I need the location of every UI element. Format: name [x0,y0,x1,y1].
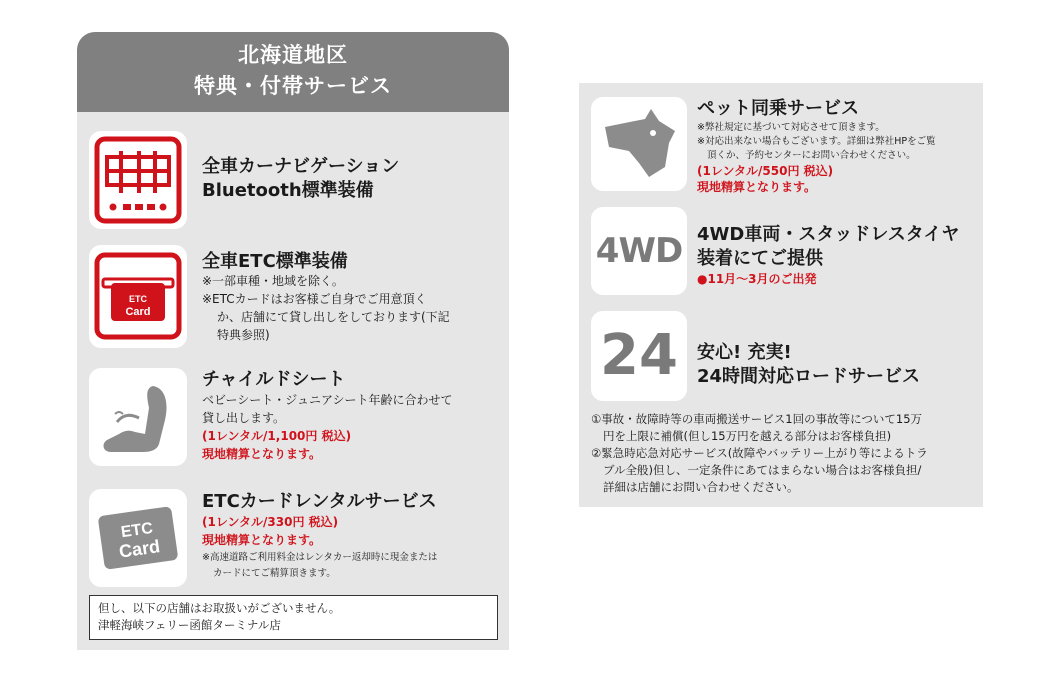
pet-note-1: ※弊社規定に基づいて対応させて頂きます。 [697,122,885,133]
etc-note-2: ※ETCカードはお客様ご自身でご用意頂く [202,292,427,306]
panel-header [77,32,509,112]
pet-note-3: 頂くか、予約センターにお問い合わせください。 [707,150,916,161]
etc-icon-text-2: Card [125,306,151,318]
pet-dog-icon [591,97,687,191]
24-hour-icon-text: 24 [600,323,678,388]
etc-rental-price: (1レンタル/330円 税込) [202,515,339,529]
pet-title: ペット同乗サービス [697,98,859,119]
child-seat-price: (1レンタル/1,100円 税込) [202,429,352,443]
nav-title-1: 全車カーナビゲーション [202,156,400,177]
left-panel [77,32,509,650]
header-line2: 特典・付帯サービス [194,74,392,98]
pet-note-2: ※対応出来ない場合もございます。詳細は弊社HPをご覧 [697,136,936,147]
support-note-2: 円を上限に補償(但し15万円を越える部分はお客様負担) [603,429,892,443]
etc-note-1: ※一部車種・地域を除く。 [202,274,344,288]
support-note-3: ②緊急時応急対応サービス(故障やバッテリー上がり等によるトラ [591,446,928,460]
fourwd-title-1: 4WD車両・スタッドレスタイヤ [697,224,960,245]
etc-icon-text-1: ETC [129,294,147,304]
pet-pay: 現地精算となります。 [697,180,817,194]
nav-title-2: Bluetooth標準装備 [202,180,374,201]
header-line1: 北海道地区 [238,43,348,67]
child-seat-title: チャイルドシート [202,369,346,390]
etc-rental-note-1: ※高速道路ご利用料金はレンタカー返却時に現金または [202,552,438,563]
child-seat-pay: 現地精算となります。 [202,447,322,461]
etc-rental-title: ETCカードレンタルサービス [202,491,437,512]
24-hour-icon [591,311,687,401]
etc-card-icon [89,245,187,348]
child-seat-desc-2: 貸し出します。 [202,411,286,425]
etc-rental-pay: 現地精算となります。 [202,533,322,547]
etc-note-3: か、店舗にて貸し出しをしております(下記 [217,310,450,324]
pet-price: (1レンタル/550円 税込) [697,164,834,178]
etc-rental-card-icon [89,489,187,587]
child-seat-desc-1: ベビーシート・ジュニアシート年齢に合わせて [202,393,453,407]
etc-rental-icon-text-2: Card [117,536,162,562]
child-seat-icon [89,368,187,466]
right-panel [579,83,983,507]
etc-note-4: 特典参照) [217,328,270,342]
fourwd-icon [591,207,687,295]
store-exclusion-line-1: 但し、以下の店舗はお取扱いがございません。 [98,601,341,615]
fourwd-icon-text: 4WD [595,231,683,271]
etc-title: 全車ETC標準装備 [202,251,348,272]
store-exclusion-note [89,595,498,640]
store-exclusion-line-2: 津軽海峡フェリー函館ターミナル店 [98,618,281,632]
fourwd-period: ●11月～3月のご出発 [697,272,817,286]
support-note-5: 詳細は店舗にお問い合わせください。 [603,480,799,494]
support-title-1: 安心! 充実! [697,342,792,363]
support-note-4: ブル全般)但し、一定条件にあてはまらない場合はお客様負担/ [603,463,922,477]
etc-rental-icon-text-1: ETC [119,519,154,542]
support-title-2: 24時間対応ロードサービス [697,366,921,387]
support-note-1: ①事故・故障時等の車両搬送サービス1回の事故等について15万 [591,412,923,426]
etc-rental-note-2: カードにてご精算頂きます。 [213,568,336,579]
fourwd-title-2: 装着にてご提供 [697,248,823,269]
car-navigation-icon [89,131,187,229]
